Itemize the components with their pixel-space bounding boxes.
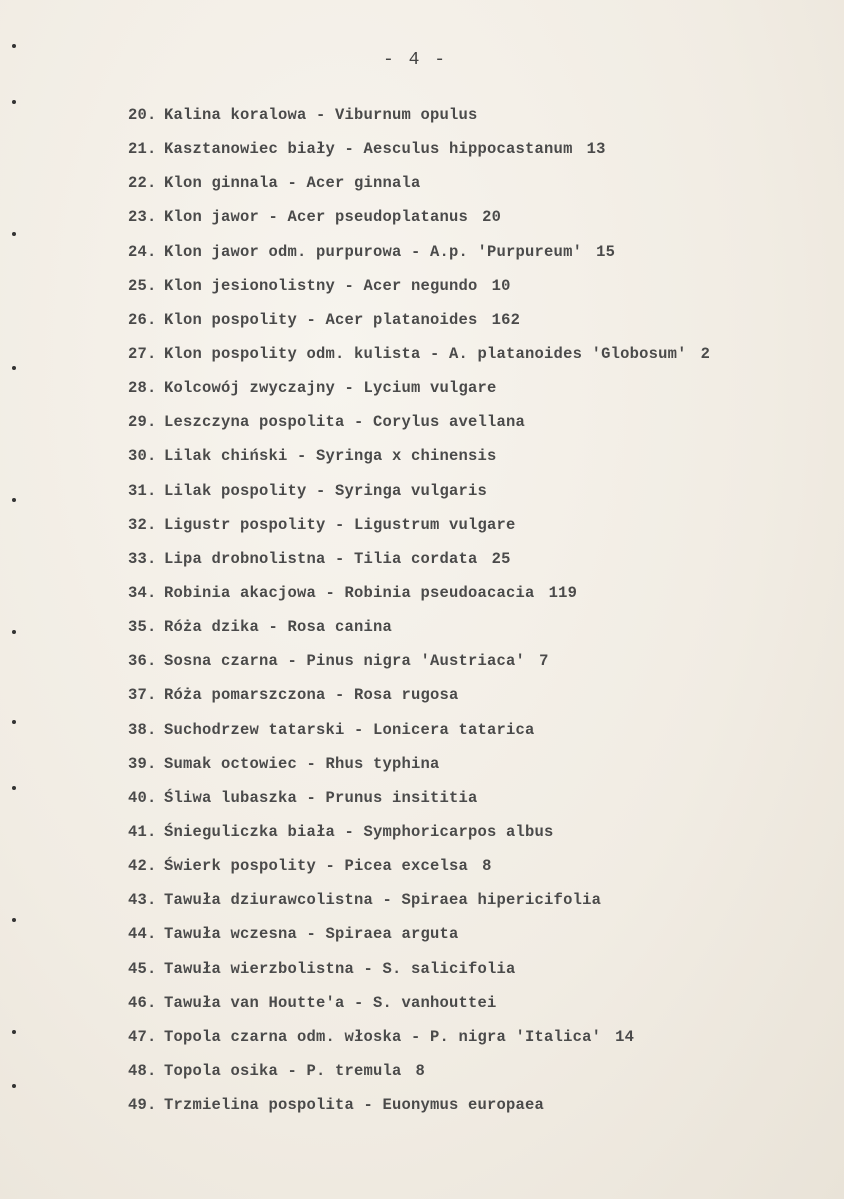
punch-hole-mark — [12, 366, 16, 370]
entry-number: 42. — [128, 857, 157, 876]
species-list — [128, 98, 804, 1122]
entry-count: 162 — [491, 310, 521, 329]
list-item — [128, 166, 804, 200]
entry-text: Tawuła dziurawcolistna - Spiraea hipericifolia — [164, 891, 602, 910]
list-item — [128, 405, 804, 439]
entry-text: Klon jawor odm. purpurowa - A.p. 'Purpureum' — [164, 242, 583, 261]
entry-text: Lipa drobnolistna - Tilia cordata — [164, 549, 478, 568]
entry-number: 26. — [128, 310, 157, 329]
list-item — [128, 781, 804, 815]
entry-number: 27. — [128, 344, 157, 363]
entry-text: Klon ginnala - Acer ginnala — [164, 174, 421, 193]
entry-number: 37. — [128, 686, 157, 705]
entry-text: Śnieguliczka biała - Symphoricarpos albus — [164, 822, 554, 841]
entry-number: 25. — [128, 276, 157, 295]
entry-count: 2 — [700, 344, 711, 363]
entry-number: 49. — [128, 1096, 157, 1115]
entry-count: 20 — [482, 208, 502, 227]
entry-number: 24. — [128, 242, 157, 261]
list-item — [128, 1088, 804, 1122]
list-item — [128, 200, 804, 234]
entry-number: 31. — [128, 481, 157, 500]
list-item — [128, 917, 804, 951]
list-item — [128, 952, 804, 986]
entry-text: Róża dzika - Rosa canina — [164, 618, 393, 637]
list-item — [128, 678, 804, 712]
entry-text: Śliwa lubaszka - Prunus insititia — [164, 788, 478, 807]
list-item — [128, 269, 804, 303]
punch-hole-mark — [12, 498, 16, 502]
list-item — [128, 474, 804, 508]
list-item — [128, 303, 804, 337]
entry-number: 36. — [128, 652, 157, 671]
entry-number: 38. — [128, 720, 157, 739]
list-item — [128, 610, 804, 644]
entry-number: 48. — [128, 1061, 157, 1080]
list-item — [128, 508, 804, 542]
entry-count: 10 — [491, 276, 511, 295]
entry-number: 33. — [128, 549, 157, 568]
entry-number: 43. — [128, 891, 157, 910]
entry-number: 47. — [128, 1027, 157, 1046]
list-item — [128, 986, 804, 1020]
entry-text: Leszczyna pospolita - Corylus avellana — [164, 413, 526, 432]
punch-hole-mark — [12, 1084, 16, 1088]
punch-hole-mark — [12, 918, 16, 922]
entry-text: Sosna czarna - Pinus nigra 'Austriaca' — [164, 652, 526, 671]
punch-hole-mark — [12, 100, 16, 104]
list-item — [128, 542, 804, 576]
entry-number: 32. — [128, 515, 157, 534]
entry-text: Tawuła van Houtte'a - S. vanhouttei — [164, 993, 497, 1012]
entry-number: 39. — [128, 754, 157, 773]
list-item — [128, 1054, 804, 1088]
entry-text: Robinia akacjowa - Robinia pseudoacacia — [164, 583, 535, 602]
entry-number: 28. — [128, 379, 157, 398]
entry-text: Kalina koralowa - Viburnum opulus — [164, 106, 478, 124]
entry-number: 29. — [128, 413, 157, 432]
entry-text: Tawuła wczesna - Spiraea arguta — [164, 925, 459, 944]
list-item — [128, 371, 804, 405]
list-item — [128, 337, 804, 371]
entry-text: Topola czarna odm. włoska - P. nigra 'Italica' — [164, 1027, 602, 1046]
page-number: - 4 - — [383, 50, 448, 70]
punch-hole-mark — [12, 786, 16, 790]
entry-number: 44. — [128, 925, 157, 944]
entry-number: 45. — [128, 959, 157, 978]
entry-text: Klon pospolity - Acer platanoides — [164, 310, 478, 329]
entry-count: 25 — [491, 549, 511, 568]
entry-text: Klon pospolity odm. kulista - A. platanoides 'Globosum' — [164, 344, 687, 363]
list-item — [128, 849, 804, 883]
entry-count: 14 — [615, 1027, 635, 1046]
entry-number: 40. — [128, 788, 157, 807]
entry-text: Klon jesionolistny - Acer negundo — [164, 276, 478, 295]
entry-count: 13 — [586, 140, 606, 159]
list-item — [128, 132, 804, 166]
entry-text: Sumak octowiec - Rhus typhina — [164, 754, 440, 773]
punch-hole-mark — [12, 720, 16, 724]
entry-text: Lilak chiński - Syringa x chinensis — [164, 447, 497, 466]
punch-hole-mark — [12, 44, 16, 48]
punch-hole-mark — [12, 1030, 16, 1034]
entry-number: 20. — [128, 106, 157, 124]
entry-count: 15 — [596, 242, 616, 261]
list-item — [128, 576, 804, 610]
entry-number: 23. — [128, 208, 157, 227]
entry-count: 119 — [548, 583, 578, 602]
list-item — [128, 815, 804, 849]
entry-text: Kolcowój zwyczajny - Lycium vulgare — [164, 379, 497, 398]
entry-text: Klon jawor - Acer pseudoplatanus — [164, 208, 469, 227]
list-item — [128, 235, 804, 269]
entry-text: Świerk pospolity - Picea excelsa — [164, 857, 469, 876]
entry-text: Lilak pospolity - Syringa vulgaris — [164, 481, 488, 500]
list-item — [128, 747, 804, 781]
entry-count: 8 — [482, 857, 492, 876]
punch-hole-mark — [12, 232, 16, 236]
list-item — [128, 713, 804, 747]
entry-number: 21. — [128, 140, 157, 159]
entry-text: Tawuła wierzbolistna - S. salicifolia — [164, 959, 516, 978]
entry-count: 7 — [539, 652, 549, 671]
entry-number: 22. — [128, 174, 157, 193]
list-item — [128, 1020, 804, 1054]
entry-number: 34. — [128, 583, 157, 602]
entry-text: Róża pomarszczona - Rosa rugosa — [164, 686, 459, 705]
entry-text: Trzmielina pospolita - Euonymus europaea — [164, 1096, 545, 1115]
list-item — [128, 98, 804, 132]
list-item — [128, 644, 804, 678]
entry-number: 35. — [128, 618, 157, 637]
punch-hole-mark — [12, 630, 16, 634]
list-item — [128, 439, 804, 473]
entry-number: 30. — [128, 447, 157, 466]
entry-text: Topola osika - P. tremula — [164, 1061, 402, 1080]
entry-text: Suchodrzew tatarski - Lonicera tatarica — [164, 720, 535, 739]
entry-count: 8 — [415, 1061, 426, 1080]
entry-number: 46. — [128, 993, 157, 1012]
entry-text: Kasztanowiec biały - Aesculus hippocastanum — [164, 140, 573, 159]
entry-text: Ligustr pospolity - Ligustrum vulgare — [164, 515, 516, 534]
list-item — [128, 883, 804, 917]
entry-number: 41. — [128, 822, 157, 841]
